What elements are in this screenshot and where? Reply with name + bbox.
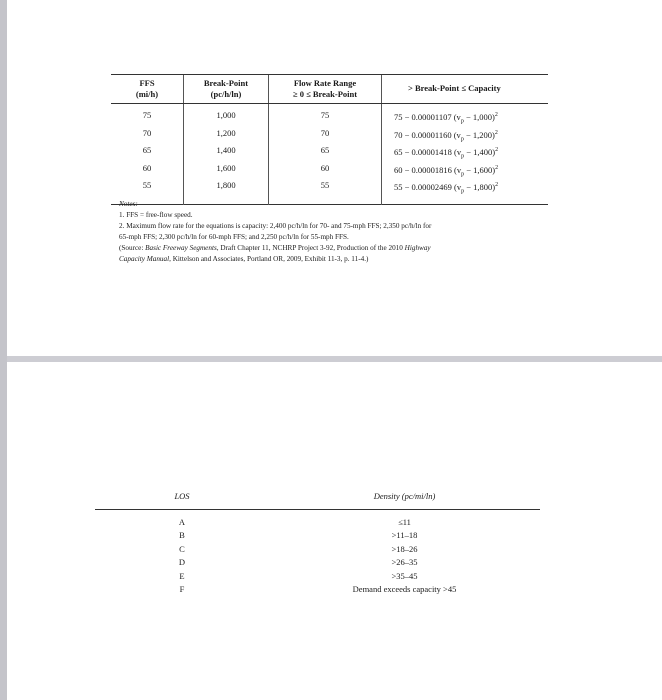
flow-rate-cell: 75 [269, 104, 382, 128]
los-table-header-row [95, 488, 540, 510]
header-break-point-line1: Break-Point [203, 78, 249, 88]
note-2: 2. Maximum flow rate for the equations is capacity: 2,400 pc/h/ln for 70- and 75-mph FFS; 2,350 pc/h/ln for [119, 222, 432, 230]
los-table-row [95, 570, 540, 583]
density-range-cell: >26–35 [391, 557, 418, 568]
equation-superscript: 2 [495, 182, 499, 189]
los-grade-cell: F [179, 584, 185, 595]
equation-start: 75 − 0.00001107 (v [394, 112, 461, 123]
document-page-1 [7, 0, 662, 356]
equation-superscript: 2 [494, 129, 498, 136]
los-table-row [95, 543, 540, 556]
equation-end: − 1,600) [464, 164, 496, 175]
capacity-equation-cell [382, 145, 549, 163]
note-1: 1. FFS = free-flow speed. [119, 211, 193, 219]
equation-end: − 1,200) [463, 129, 495, 140]
flow-rate-cell: 70 [269, 128, 382, 146]
los-table-body [95, 510, 540, 597]
equation-end: − 1,000) [463, 112, 495, 123]
ffs-table-row [111, 145, 548, 163]
source-middle: , Draft Chapter 11, NCHRP Project 3-92, Production of the 2010 [216, 244, 405, 252]
density-range-cell: ≤11 [398, 517, 411, 527]
break-point-cell: 1,200 [184, 128, 269, 146]
equation-superscript: 2 [495, 164, 499, 171]
ffs-cell: 65 [142, 145, 152, 156]
flow-rate-cell: 65 [269, 145, 382, 163]
header-ffs-line1: FFS [139, 78, 155, 88]
break-point-cell: 1,000 [184, 104, 269, 128]
header-flow-rate-line1: Flow Rate Range [293, 78, 357, 88]
note-2-continued: 65-mph FFS; 2,300 pc/h/ln for 60-mph FFS; and 2,250 pc/h/ln for 55-mph FFS. [119, 233, 349, 241]
ffs-table-row [111, 128, 548, 146]
equation-subscript: p [461, 153, 465, 160]
equation-start: 55 − 0.00002469 (v [394, 182, 462, 193]
los-grade-cell: C [179, 543, 185, 554]
equation-start: 65 − 0.00001418 (v [394, 147, 462, 158]
los-grade-cell: B [179, 530, 185, 541]
capacity-equation-cell [382, 163, 549, 181]
source-line-1 [119, 243, 579, 254]
los-grade-cell: A [178, 517, 186, 527]
ffs-table-row [111, 104, 548, 128]
header-capacity: > Break-Point ≤ Capacity [382, 75, 549, 104]
equation-superscript: 2 [494, 112, 498, 119]
equation-end: − 1,800) [464, 182, 496, 193]
density-range-cell: >35–45 [391, 570, 418, 581]
header-ffs [111, 75, 184, 104]
density-range-cell: >18–26 [391, 543, 418, 554]
los-table-row [95, 510, 540, 530]
equation-start: 60 − 0.00001816 (v [394, 164, 462, 175]
los-table-row [95, 529, 540, 542]
ffs-table [111, 74, 548, 205]
equation-subscript: p [460, 118, 464, 125]
left-border [0, 0, 7, 700]
header-los: LOS [95, 488, 269, 510]
ffs-table-row [111, 163, 548, 181]
source-title: Basic Freeway Segments [145, 244, 217, 252]
equation-subscript: p [461, 171, 465, 178]
density-range-cell: Demand exceeds capacity >45 [352, 584, 457, 595]
equation-end: − 1,400) [464, 147, 496, 158]
source-manual-title-end: Capacity Manual [119, 255, 170, 263]
header-density: Density (pc/mi/ln) [269, 488, 540, 510]
header-flow-rate-line2: ≥ 0 ≤ Break-Point [292, 88, 358, 99]
header-flow-rate [269, 75, 382, 104]
ffs-table-body [111, 104, 548, 205]
los-table-row [95, 556, 540, 569]
equation-superscript: 2 [495, 147, 499, 154]
break-point-cell: 1,800 [184, 180, 269, 204]
ffs-cell: 70 [142, 127, 152, 138]
source-suffix: , Kittelson and Associates, Portland OR, 2009, Exhibit 11-3, p. 11-4.) [169, 255, 369, 263]
los-grade-cell: D [178, 557, 186, 568]
header-ffs-line2: (mi/h) [135, 88, 159, 99]
break-point-cell: 1,600 [184, 163, 269, 181]
equation-subscript: p [461, 188, 465, 195]
los-table [95, 488, 540, 596]
ffs-cell: 75 [142, 110, 152, 121]
equation-subscript: p [460, 136, 464, 143]
notes-heading: Notes: [119, 200, 138, 208]
ffs-cell: 60 [142, 162, 152, 173]
density-range-cell: >11–18 [391, 530, 418, 541]
table-notes [119, 199, 579, 265]
flow-rate-cell: 55 [269, 180, 382, 204]
ffs-cell: 55 [142, 180, 152, 191]
capacity-equation-cell [382, 104, 549, 128]
ffs-table-header-row [111, 75, 548, 104]
flow-rate-cell: 60 [269, 163, 382, 181]
los-table-row [95, 583, 540, 596]
header-break-point [184, 75, 269, 104]
source-line-2 [119, 254, 579, 265]
los-grade-cell: E [179, 570, 185, 581]
source-prefix: (Source: [119, 244, 146, 252]
capacity-equation-cell [382, 128, 549, 146]
header-break-point-line2: (pc/h/ln) [210, 88, 242, 99]
break-point-cell: 1,400 [184, 145, 269, 163]
source-manual-title-start: Highway [404, 244, 431, 252]
equation-start: 70 − 0.00001160 (v [394, 129, 461, 140]
